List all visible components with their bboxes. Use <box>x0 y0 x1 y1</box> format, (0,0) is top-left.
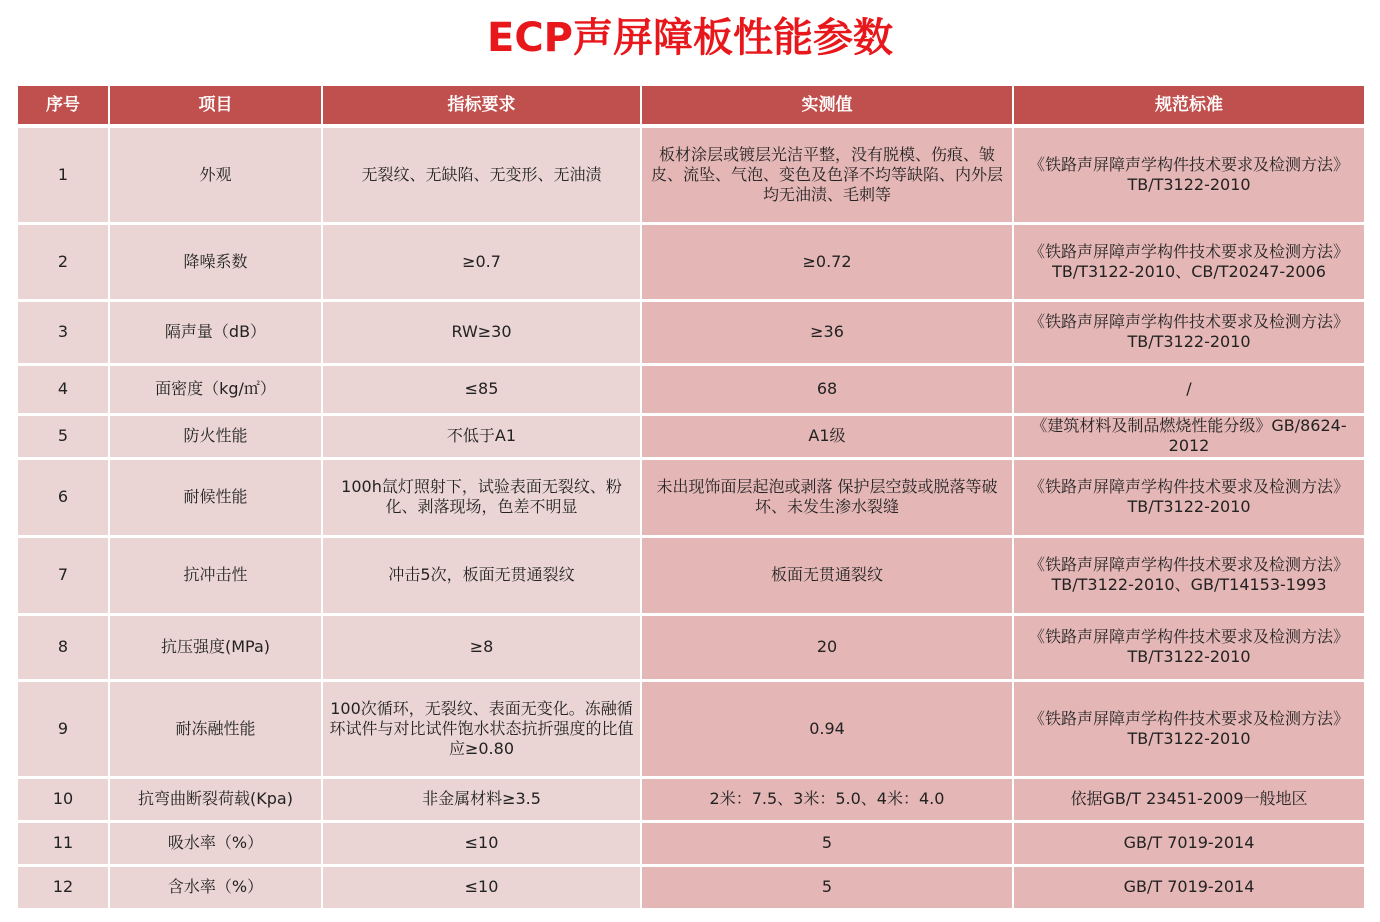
index-cell: 9 <box>18 680 109 777</box>
item-cell: 隔声量（dB） <box>109 300 322 364</box>
index-cell: 6 <box>18 458 109 536</box>
item-cell: 面密度（kg/㎡） <box>109 364 322 414</box>
item-cell: 含水率（%） <box>109 865 322 909</box>
measured-cell: ≥0.72 <box>641 223 1013 300</box>
measured-cell: 68 <box>641 364 1013 414</box>
item-cell: 吸水率（%） <box>109 821 322 865</box>
index-cell: 3 <box>18 300 109 364</box>
standard-cell: 《铁路声屏障声学构件技术要求及检测方法》TB/T3122-2010 <box>1013 614 1365 680</box>
measured-cell: 5 <box>641 865 1013 909</box>
standard-cell: 依据GB/T 23451-2009一般地区 <box>1013 777 1365 821</box>
table-row <box>18 777 1365 821</box>
index-cell: 1 <box>18 126 109 223</box>
standard-cell: 《铁路声屏障声学构件技术要求及检测方法》TB/T3122-2010 <box>1013 680 1365 777</box>
item-cell: 外观 <box>109 126 322 223</box>
table-row <box>18 821 1365 865</box>
standard-cell: GB/T 7019-2014 <box>1013 821 1365 865</box>
standard-cell: 《铁路声屏障声学构件技术要求及检测方法》TB/T3122-2010 <box>1013 458 1365 536</box>
index-cell: 8 <box>18 614 109 680</box>
requirement-cell: 100h氙灯照射下，试验表面无裂纹、粉化、剥落现场，色差不明显 <box>322 458 641 536</box>
standard-cell: 《铁路声屏障声学构件技术要求及检测方法》TB/T3122-2010、GB/T14153-1993 <box>1013 536 1365 614</box>
measured-cell: 板面无贯通裂纹 <box>641 536 1013 614</box>
requirement-cell: 非金属材料≥3.5 <box>322 777 641 821</box>
measured-cell: 0.94 <box>641 680 1013 777</box>
item-cell: 抗弯曲断裂荷载(Kpa) <box>109 777 322 821</box>
requirement-cell: RW≥30 <box>322 300 641 364</box>
standard-cell: 《铁路声屏障声学构件技术要求及检测方法》TB/T3122-2010、CB/T20247-2006 <box>1013 223 1365 300</box>
table-row <box>18 536 1365 614</box>
table-row <box>18 614 1365 680</box>
index-cell: 5 <box>18 414 109 458</box>
table-row <box>18 458 1365 536</box>
measured-cell: 板材涂层或镀层光洁平整，没有脱模、伤痕、皱皮、流坠、气泡、变色及色泽不均等缺陷、内外层均无油渍、毛刺等 <box>641 126 1013 223</box>
requirement-cell: 不低于A1 <box>322 414 641 458</box>
requirement-cell: ≥0.7 <box>322 223 641 300</box>
table-row <box>18 126 1365 223</box>
measured-cell: ≥36 <box>641 300 1013 364</box>
header-standard: 规范标准 <box>1013 86 1365 126</box>
item-cell: 抗压强度(MPa) <box>109 614 322 680</box>
item-cell: 耐冻融性能 <box>109 680 322 777</box>
index-cell: 7 <box>18 536 109 614</box>
table-row <box>18 680 1365 777</box>
requirement-cell: 100次循环，无裂纹、表面无变化。冻融循环试件与对比试件饱水状态抗折强度的比值应≥0.80 <box>322 680 641 777</box>
item-cell: 降噪系数 <box>109 223 322 300</box>
standard-cell: 《建筑材料及制品燃烧性能分级》GB/8624-2012 <box>1013 414 1365 458</box>
header-measured: 实测值 <box>641 86 1013 126</box>
standard-cell: GB/T 7019-2014 <box>1013 865 1365 909</box>
item-cell: 抗冲击性 <box>109 536 322 614</box>
index-cell: 2 <box>18 223 109 300</box>
standard-cell: 《铁路声屏障声学构件技术要求及检测方法》TB/T3122-2010 <box>1013 300 1365 364</box>
requirement-cell: 无裂纹、无缺陷、无变形、无油渍 <box>322 126 641 223</box>
index-cell: 4 <box>18 364 109 414</box>
table-row <box>18 364 1365 414</box>
table-row <box>18 865 1365 909</box>
measured-cell: 未出现饰面层起泡或剥落 保护层空鼓或脱落等破坏、未发生渗水裂缝 <box>641 458 1013 536</box>
item-cell: 防火性能 <box>109 414 322 458</box>
table-row <box>18 414 1365 458</box>
index-cell: 12 <box>18 865 109 909</box>
requirement-cell: ≤85 <box>322 364 641 414</box>
performance-table <box>18 86 1366 911</box>
header-item: 项目 <box>109 86 322 126</box>
measured-cell: 2米：7.5、3米：5.0、4米：4.0 <box>641 777 1013 821</box>
measured-cell: 5 <box>641 821 1013 865</box>
header-index: 序号 <box>18 86 109 126</box>
table-row <box>18 223 1365 300</box>
table-header-row <box>18 86 1365 126</box>
page-title: ECP声屏障板性能参数 <box>487 15 893 61</box>
standard-cell: / <box>1013 364 1365 414</box>
item-cell: 耐候性能 <box>109 458 322 536</box>
table-row <box>18 300 1365 364</box>
index-cell: 10 <box>18 777 109 821</box>
requirement-cell: 冲击5次，板面无贯通裂纹 <box>322 536 641 614</box>
requirement-cell: ≤10 <box>322 865 641 909</box>
measured-cell: A1级 <box>641 414 1013 458</box>
standard-cell: 《铁路声屏障声学构件技术要求及检测方法》TB/T3122-2010 <box>1013 126 1365 223</box>
measured-cell: 20 <box>641 614 1013 680</box>
requirement-cell: ≥8 <box>322 614 641 680</box>
requirement-cell: ≤10 <box>322 821 641 865</box>
index-cell: 11 <box>18 821 109 865</box>
header-requirement: 指标要求 <box>322 86 641 126</box>
